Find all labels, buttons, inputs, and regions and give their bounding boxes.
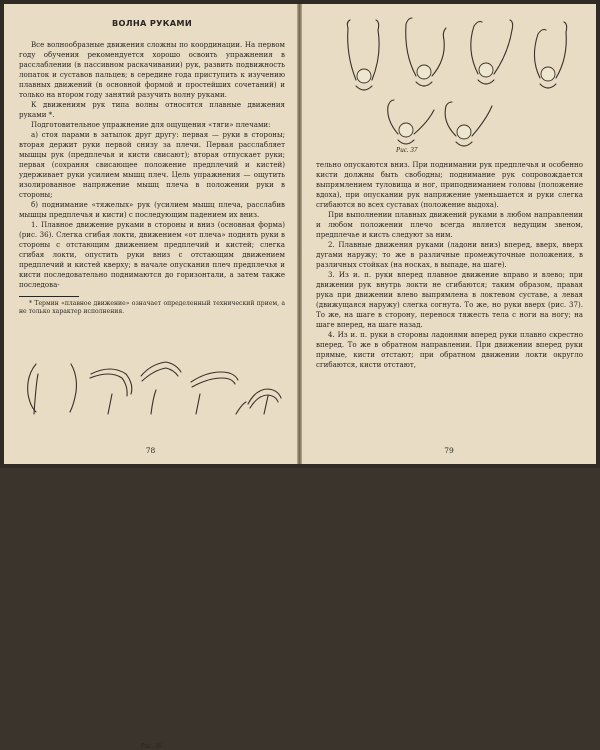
page-number-left: 78 <box>145 446 156 455</box>
paragraph-10: 4. Из и. п. руки в стороны ладонями вперед руки плавно скрестно вперед. То же в обратном направлении. При движении вперед руки прямые, кисти отстают; при обратном движении локти округло сгибаются, кисти отстают, <box>316 330 583 369</box>
page-number-right: 79 <box>444 446 454 455</box>
paragraph-1: Все волнообразные движения сложны по координации. На первом году обучения рекомендуется хорошо освоить упражнения в расслаблении (в пассивном раскачивании) рук, развить подвижность лопаток и суставов пальцев; в середине года приступить к изучению плавных движений (в основной формой и простейших сочетаний) и только на втором году занятий разучить волну руками. <box>19 40 285 99</box>
paragraph-8: 2. Плавные движения руками (ладони вниз) вперед, вверх, вверх дугами наружу; то же в различные промежуточные положения, в различных стойках (на носках, в выпаде, на шаге). <box>316 240 583 269</box>
figure-37-dancer-2 <box>406 18 446 86</box>
figure-36-caption: Рис. 36 <box>140 742 162 750</box>
figure-37-dancer-3 <box>471 20 513 84</box>
paragraph-7: При выполнении плавных движений руками в любом направлении и любом положении плечо всегда является ведущим звеном, предплечье и кисть следуют за ним. <box>316 210 583 239</box>
footnote-divider <box>19 296 79 297</box>
paragraph-continuation: тельно опускаются вниз. При поднимании рук предплечья и особенно кисти должны быть свободны; поднимание рук сопровождается выпрямлением туловища и ног, приподниманием головы (положение вдоха), при опускании рук напряжение уменьшается и руки слегка сгибаются во всех суставах (положение выдоха). <box>316 160 583 209</box>
figure-37-dancer-1 <box>347 20 379 90</box>
figure-37-caption: Рис. 37 <box>396 146 418 154</box>
figure-37-illustration <box>316 10 582 150</box>
figure-37-dancer-4 <box>534 22 566 88</box>
arm-wave-sequence-illustration <box>16 334 286 414</box>
paragraph-2: К движениям рук типа волны относятся плавные движения руками *. <box>19 100 285 119</box>
figure-37-dancer-6 <box>445 102 492 146</box>
paragraph-4: а) стоя парами в затылок друг другу: первая — руки в стороны; вторая держит руки первой снизу за плечи. Первая расслабляет мышцы рук (предплечья и кисти свисают); вторая отпускает руки; первая (сохраняя свисающее положение предплечий и кистей) удерживает руки усилием мышц плеч. Цель упражнения — ощутить изолированное напряжение мышц плеча в положении руки в стороны; <box>19 130 285 199</box>
paragraph-5: б) поднимание «тяжелых» рук (усилием мышц плеча, расслабив мышцы предплечья и кисти) с последующим падением их вниз. <box>19 200 285 219</box>
left-page <box>4 4 297 750</box>
paragraph-3: Подготовительное упражнение для ощущения «тяги» плечами: <box>31 120 271 129</box>
right-page <box>302 4 596 464</box>
paragraph-6: 1. Плавное движение руками в стороны и вниз (основная форма) (рис. 36). Слегка сгибая локти, движением «от плеча» поднять руки в стороны с отстающим движением предплечий и кистей; слегка сгибая локти, опустить руки вниз с отстающим движением предплечий и кистей кверху; в начале опускания плеч предплечья и кисти последовательно поднимаются до горизонтали, а затем также последова- <box>19 220 285 289</box>
paragraph-9: 3. Из и. п. руки вперед плавное движение вправо и влево; при движении рук внутрь локти не сгибаются; таким образом, правая рука при движении влево выпрямлена в локтевом суставе, а левая (движущаяся наружу) слегка согнута. То же, но руки вверх (рис. 37). То же, на шаге в сторону, перенося тяжесть тела с ноги на ногу; на шаге вперед, на шаге назад. <box>316 270 583 329</box>
footnote: * Термин «плавное движение» означает определенный технический прием, а не только характер исполнения. <box>19 300 285 315</box>
figure-37-dancer-5 <box>388 100 434 144</box>
raised-arms-figures-illustration <box>316 10 582 150</box>
section-heading: ВОЛНА РУКАМИ <box>112 18 192 28</box>
